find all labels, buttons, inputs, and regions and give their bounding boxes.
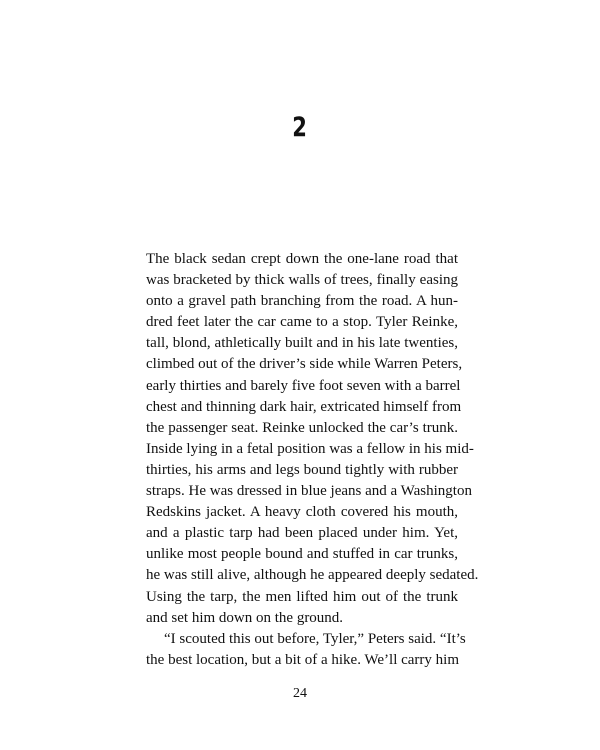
text-line: the passenger seat. Reinke unlocked the car’s trunk.: [146, 419, 458, 436]
text-line: Using the tarp, the men lifted him out of the trunk: [146, 588, 458, 605]
text-line: straps. He was dressed in blue jeans and a Washington: [146, 483, 472, 500]
text-line: Redskins jacket. A heavy cloth covered his mouth,: [146, 504, 458, 521]
body-text: [146, 249, 479, 671]
text-line: chest and thinning dark hair, extricated himself from: [146, 398, 462, 415]
text-line: unlike most people bound and stuffed in car trunks,: [146, 546, 458, 563]
text-line: “I scouted this out before, Tyler,” Peters said. “It’s: [164, 630, 466, 647]
paragraph: [146, 629, 466, 671]
page-number: 24: [293, 686, 307, 701]
text-line: The black sedan crept down the one-lane road that: [146, 251, 458, 267]
text-line: he was still alive, although he appeared deeply sedated.: [146, 567, 479, 584]
text-line: thirties, his arms and legs bound tightly with rubber: [146, 461, 458, 478]
paragraph: [146, 249, 479, 629]
text-line: tall, blond, athletically built and in his late twenties,: [146, 335, 458, 352]
chapter-number: 2: [292, 112, 308, 143]
text-line: and set him down on the ground.: [146, 609, 344, 626]
text-line: onto a gravel path branching from the road. A hun-: [146, 293, 458, 310]
text-line: early thirties and barely five foot seven with a barrel: [146, 377, 461, 394]
text-line: dred feet later the car came to a stop. Tyler Reinke,: [146, 314, 458, 331]
text-line: the best location, but a bit of a hike. We’ll carry him: [146, 651, 460, 668]
text-line: climbed out of the driver’s side while Warren Peters,: [146, 356, 463, 373]
text-line: was bracketed by thick walls of trees, finally easing: [146, 272, 458, 289]
text-line: Inside lying in a fetal position was a fellow in his mid-: [146, 440, 474, 457]
text-line: and a plastic tarp had been placed under him. Yet,: [146, 525, 458, 542]
